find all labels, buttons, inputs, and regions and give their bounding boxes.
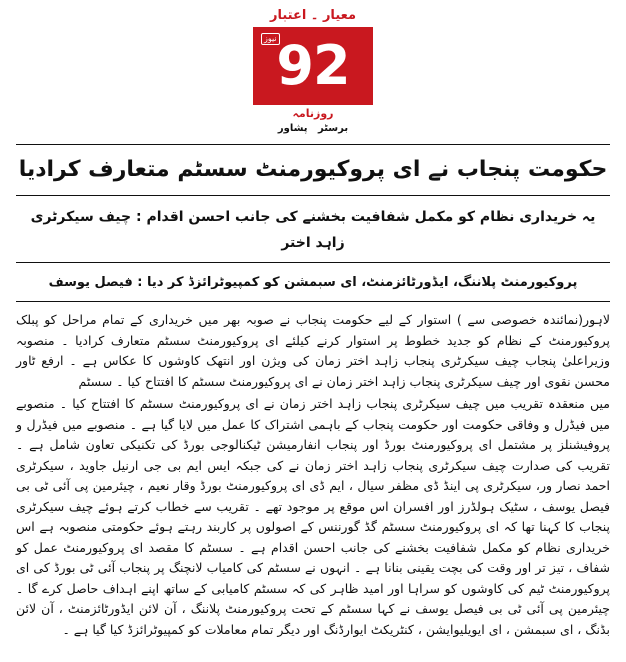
edition-line: [253, 123, 373, 134]
article: [0, 144, 626, 640]
logo-mark: [253, 27, 373, 105]
logo-number: 92: [276, 34, 350, 97]
article-paragraph: لاہور(نمائندہ خصوصی سے ) استوار کے لیے حکومت پنجاب نے صوبہ بھر میں خریداری کے تمام مراحل کو پبلک پروکیورمنٹ کے نظام کو جدید خطوط پر استوار کرنے کیلئے ای پروکیورمنٹ سسٹم متعارف کرادیا ۔ منصوبہ وزیراعلیٰ پنجاب چیف سیکرٹری پنجاب زاہد اختر زمان کی ویژن اور انتھک کاوشوں کا عکاس ہے ۔ ارفع ٹاور محسن نقوی اور چیف سیکرٹری پنجاب زاہد اختر زمان نے ای پروکیورمنٹ سسٹم کا افتتاح کیا ۔ سسٹم: [16, 312, 610, 389]
masthead-tagline: معیار ۔ اعتبار: [269, 8, 357, 23]
logo-subtitle: روزنامہ: [292, 107, 334, 120]
edition-left: پشاور: [277, 123, 308, 134]
edition-right: برسٹر: [318, 123, 349, 134]
headline-rule-top: [16, 144, 610, 145]
logo-news-badge: نیوز: [261, 33, 280, 45]
article-headline: حکومت پنجاب نے ای پروکیورمنٹ سسٹم متعارف کرادیا: [18, 157, 608, 182]
article-subhead-2: پروکیورمنٹ پلاننگ، ایڈورٹائزمنٹ، ای سبمشن کو کمپیوٹرائزڈ کر دیا : فیصل یوسف: [48, 275, 578, 290]
subhead-rule: [16, 262, 610, 263]
logo-block: [253, 8, 373, 134]
article-paragraph: میں منعقدہ تقریب میں چیف سیکرٹری پنجاب زاہد اختر زمان نے ای پروکیورمنٹ سسٹم کا افتتاح کیا ۔ منصوبے میں فیڈرل و وفاقی حکومت اور حکومت پنجاب کے باہمی اشتراک کا عمل میں لایا گیا ہے ۔ منصوبے میں فیڈرل و پروفیشنلز پر مشتمل ای پروکیورمنٹ بورڈ اور پنجاب انفارمیشن ٹیکنالوجی بورڈ کی تکنیکی تعاون شامل ہے ۔ تقریب کی صدارت چیف سیکرٹری پنجاب زاہد اختر زمان نے کی جبکہ ایس ایم بی جی ارنیل جاوید ، سیکرٹری احمد نصار ور، سیکرٹری پی اینڈ ڈی مظفر سیال ، ایم ڈی ای پروکیورمنٹ بورڈ وقار نعیم ، چیئرمین پی آئی ٹی بی فیصل یوسف ، سٹیک ہولڈرز اور افسران اس موقع پر موجود تھے ۔ تقریب سے خطاب کرتے ہوئے چیف سیکرٹری پنجاب کا کہنا تھا کہ ای پروکیورمنٹ سسٹم گڈ گورننس کے اصولوں پر کاربند رہتے ہوئے حکومتی منصوبہ ہے اس خریداری نظام کو مکمل شفافیت بخشنے کی جانب احسن اقدام ہے ۔ سسٹم کا مقصد ای پروکیورمنٹ عمل کو شفاف ، تیز تر اور وقت کی بچت یقینی بنانا ہے ۔ انہوں نے سسٹم کی کامیاب لانچنگ پر پنجاب آئی ٹی بورڈ کی ای پروکیورمنٹ ٹیم کی کاوشوں کو سراہا اور امید ظاہر کی کہ سسٹم کامیابی کے ساتھ اپنے اہداف حاصل کرے گا ۔ چیئرمین پی آئی ٹی بی فیصل یوسف نے کہا سسٹم کے تحت پروکیورمنٹ پلاننگ ، آن لائن ایڈورٹائزمنٹ ، آن لائن بڈنگ ، ای سبمشن ، ای ایویلیوایشن ، کنٹریکٹ ایوارڈنگ اور دیگر تمام معاملات کو کمپیوٹرائزڈ کیا گیا ہے ۔: [16, 396, 610, 637]
masthead: [0, 0, 626, 134]
body-rule: [16, 301, 610, 302]
article-subhead-1: یہ خریداری نظام کو مکمل شفافیت بخشنے کی جانب احسن اقدام : چیف سیکرٹری زاہد اختر: [30, 209, 596, 251]
headline-rule-bottom: [16, 195, 610, 196]
article-body: [16, 310, 610, 640]
edition-separator: [311, 123, 314, 134]
